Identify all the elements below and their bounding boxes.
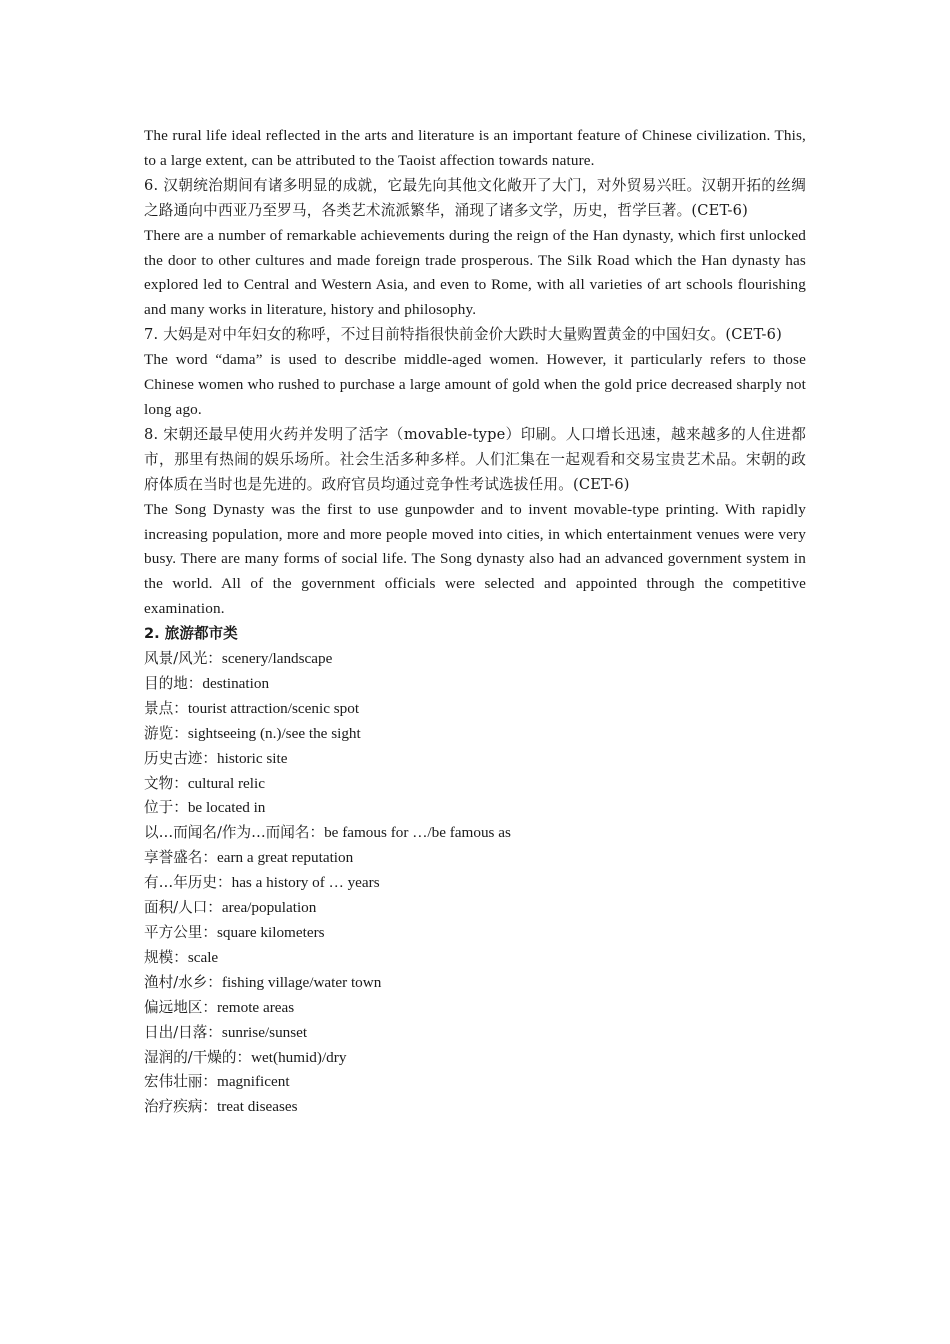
vocab-chinese-term: 以…而闻名/作为…而闻名 xyxy=(144,824,310,842)
vocab-entry xyxy=(144,871,806,896)
vocab-separator: ： xyxy=(173,724,188,742)
vocab-chinese-term: 面积/人口 xyxy=(144,899,208,917)
vocab-separator: ： xyxy=(173,699,188,717)
vocab-entry xyxy=(144,821,806,846)
vocab-entry xyxy=(144,697,806,722)
vocab-entry xyxy=(144,1046,806,1071)
vocab-entry xyxy=(144,747,806,772)
vocab-chinese-term: 目的地 xyxy=(144,674,188,692)
vocab-chinese-term: 宏伟壮丽 xyxy=(144,1073,203,1091)
vocab-separator: ： xyxy=(202,1073,217,1091)
vocab-english-term: treat diseases xyxy=(217,1098,298,1116)
vocab-chinese-term: 渔村/水乡 xyxy=(144,973,208,991)
vocab-entry xyxy=(144,772,806,797)
vocab-entry xyxy=(144,647,806,672)
vocab-separator: ： xyxy=(202,998,217,1016)
vocab-english-term: scenery/landscape xyxy=(221,650,333,668)
vocab-english-term: has a history of … years xyxy=(231,874,380,892)
vocab-english-term: area/population xyxy=(221,899,317,917)
vocab-chinese-term: 文物 xyxy=(144,774,174,792)
vocab-chinese-term: 偏远地区 xyxy=(144,998,203,1016)
vocab-chinese-term: 规模 xyxy=(144,948,174,966)
vocab-chinese-term: 位于 xyxy=(144,799,174,817)
vocab-separator: ： xyxy=(207,650,222,668)
vocab-separator: ： xyxy=(207,1023,222,1041)
paragraph-item-8-en: The Song Dynasty was the first to use gunpowder and to invent movable-type printing. With rapidly increasing population, more and more people moved into cities, in which entertainment venues were very busy. There are many forms of social life. The Song dynasty also had an advanced government system in the world. All of the government officials were selected and appointed through the competitive examination. xyxy=(144,500,806,618)
vocab-english-term: destination xyxy=(202,674,270,692)
vocab-entry xyxy=(144,996,806,1021)
vocab-entry xyxy=(144,672,806,697)
vocab-english-term: cultural relic xyxy=(187,774,265,792)
vocab-english-term: historic site xyxy=(217,749,288,767)
vocab-separator: ： xyxy=(236,1048,252,1066)
vocab-separator: ： xyxy=(202,924,217,941)
vocab-separator: ： xyxy=(207,899,222,917)
vocab-entry xyxy=(144,1095,806,1120)
vocab-chinese-term: 湿润的/干燥的 xyxy=(144,1048,237,1066)
vocab-chinese-term: 享誉盛名 xyxy=(144,849,203,867)
vocab-chinese-term: 历史古迹 xyxy=(144,749,203,767)
paragraph-item-6-zh: 6. 汉朝统治期间有诸多明显的成就，它最先向其他文化敞开了大门，对外贸易兴旺。汉朝开拓的丝绸之路通向中西亚乃至罗马，各类艺术流派繁华，涌现了诸多文学，历史，哲学巨著。(CET-6) xyxy=(144,176,806,219)
vocab-separator: ： xyxy=(173,948,188,966)
vocab-entry xyxy=(144,722,806,747)
paragraph-rural-life-en: The rural life ideal reflected in the arts and literature is an important feature of Chinese civilization. This, to a large extent, can be attributed to the Taoist affection towards nature. xyxy=(144,127,806,169)
vocab-separator: ： xyxy=(309,824,325,842)
paragraph-item-7-en: The word “dama” is used to describe middle-aged women. However, it particularly refers to those Chinese women who rushed to purchase a large amount of gold when the gold price decreased sharply not long ago. xyxy=(144,351,806,418)
vocab-separator: ： xyxy=(202,849,217,867)
paragraph-item-8-zh: 8. 宋朝还最早使用火药并发明了活字（movable-type）印刷。人口增长迅速，越来越多的人住进都市，那里有热闹的娱乐场所。社会生活多种多样。人们汇集在一起观看和交易宝贵艺术品。宋朝的政府体质在当时也是先进的。政府官员均通过竞争性考试选拔任用。(CET-6) xyxy=(144,425,806,493)
vocab-entry xyxy=(144,946,806,971)
vocab-separator: ： xyxy=(187,674,203,692)
vocab-entry xyxy=(144,921,806,946)
vocab-separator: ： xyxy=(202,1098,217,1116)
vocab-english-term: square kilometers xyxy=(217,924,325,941)
vocab-separator: ： xyxy=(173,799,188,817)
vocab-separator: ： xyxy=(202,749,217,767)
vocab-entry xyxy=(144,1021,806,1046)
vocab-english-term: remote areas xyxy=(217,998,295,1016)
vocab-entry xyxy=(144,796,806,821)
vocab-entry xyxy=(144,971,806,996)
vocab-entry xyxy=(144,896,806,921)
vocab-chinese-term: 游览 xyxy=(144,724,174,742)
paragraph-item-7-zh: 7. 大妈是对中年妇女的称呼，不过目前特指很快前金价大跌时大量购置黄金的中国妇女。(CET-6) xyxy=(144,326,783,344)
vocab-english-term: magnificent xyxy=(217,1073,290,1091)
document-page xyxy=(144,124,806,1120)
vocab-english-term: wet(humid)/dry xyxy=(251,1048,347,1066)
paragraph-item-6-en: There are a number of remarkable achievements during the reign of the Han dynasty, which first unlocked the door to other cultures and made foreign trade prosperous. The Silk Road which the Han dynasty has explored led to Central and Western Asia, and even to Rome, with all varieties of art schools flourishing and many works in literature, history and philosophy. xyxy=(144,226,806,319)
vocab-english-term: earn a great reputation xyxy=(217,849,354,867)
vocab-english-term: be located in xyxy=(187,799,266,817)
vocab-separator: ： xyxy=(173,774,188,792)
section-heading: 2. 旅游都市类 xyxy=(144,625,238,643)
vocab-english-term: sunrise/sunset xyxy=(221,1023,308,1041)
vocab-english-term: scale xyxy=(187,948,219,966)
vocab-chinese-term: 日出/日落 xyxy=(144,1023,208,1041)
vocab-entry xyxy=(144,1070,806,1095)
vocab-chinese-term: 治疗疾病 xyxy=(144,1098,203,1116)
vocab-english-term: sightseeing (n.)/see the sight xyxy=(187,724,361,742)
vocab-english-term: be famous for …/be famous as xyxy=(324,824,511,842)
vocabulary-list xyxy=(144,647,806,1120)
vocab-chinese-term: 风景/风光 xyxy=(144,650,208,668)
vocab-separator: ： xyxy=(207,973,222,991)
vocab-chinese-term: 平方公里 xyxy=(144,924,203,941)
vocab-chinese-term: 景点 xyxy=(144,699,174,717)
vocab-english-term: tourist attraction/scenic spot xyxy=(187,699,360,717)
vocab-entry xyxy=(144,846,806,871)
vocab-chinese-term: 有…年历史 xyxy=(144,874,217,892)
vocab-english-term: fishing village/water town xyxy=(221,973,382,991)
vocab-separator: ： xyxy=(216,874,232,892)
